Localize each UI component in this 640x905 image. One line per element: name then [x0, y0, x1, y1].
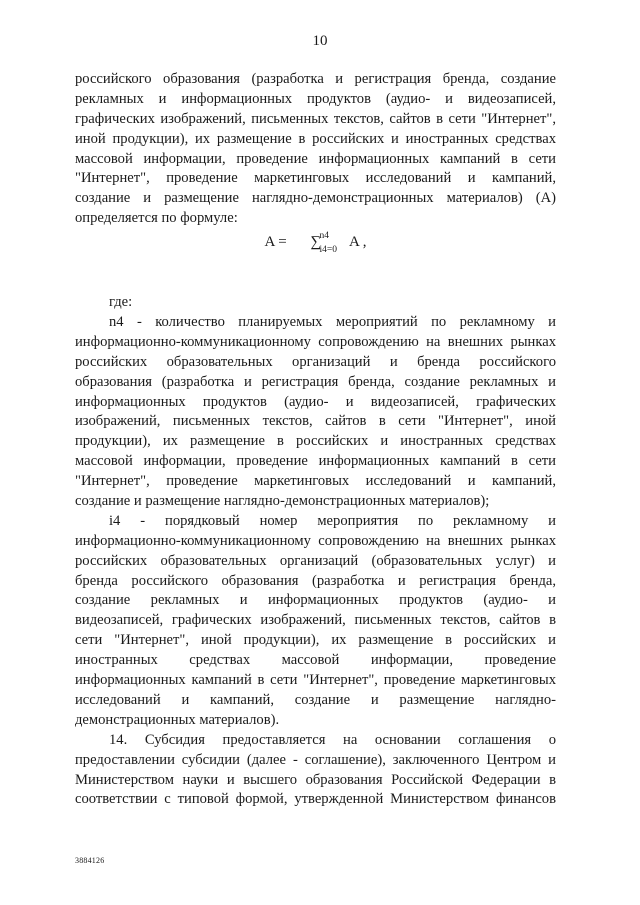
text-line: иной продукции), их размещение в российских и иностранных средствах [75, 130, 556, 147]
text-line: соответствии с типовой формой, утвержденной Министерством финансов [75, 791, 556, 808]
text-line: сети "Интернет", иной продукции), их размещение в российских и [75, 632, 556, 649]
text-line: информационно-коммуникационному сопровождению на внешних рынках [75, 532, 556, 549]
document-code: 3884126 [75, 856, 105, 865]
text-line: Министерством науки и высшего образования Российской Федерации в [75, 771, 556, 788]
text-line: создание рекламных и информационных продуктов (аудио- и [75, 592, 556, 609]
text-line: бренда российского образования (разработка и регистрация бренда, [75, 572, 556, 589]
text-line: создание и размещение наглядно-демонстрационных материалов) (А) [75, 190, 556, 207]
text-line: демонстрационных материалов). [75, 711, 280, 728]
text-line: продукции), их размещение в российских и иностранных средствах [75, 433, 556, 450]
text-line: видеозаписей, графических изображений, письменных текстов, сайтов в [75, 612, 556, 629]
text-line: изображений, письменных текстов, сайтов в сети "Интернет", иной [75, 413, 556, 430]
formula-lhs: A = [264, 234, 287, 251]
text-line: образования (разработка и регистрация бренда, создание рекламных и [75, 373, 556, 390]
formula-expression [264, 231, 367, 256]
text-line: предоставлении субсидии (далее - соглашение), заключенного Центром и [75, 751, 556, 768]
text-line: создание и размещение наглядно-демонстрационных материалов); [75, 493, 490, 510]
text-line: 14. Субсидия предоставляется на основании соглашения о [109, 731, 556, 748]
definition-i4 [75, 512, 556, 731]
formula-upper-limit: n4 [319, 231, 330, 242]
text-line: российских образовательных организаций (образовательных услуг) и [75, 552, 556, 569]
page-number: 10 [312, 33, 328, 49]
text-line: российских образовательных организаций и бренда российского [75, 353, 556, 370]
text-line: массовой информации, проведение информационных кампаний в сети [75, 453, 556, 470]
text-line: иностранных средствах массовой информации, проведение [75, 652, 556, 669]
where-label: где: [109, 294, 133, 311]
text-line: определяется по формуле: [75, 210, 238, 227]
text-line: графических изображений, письменных текстов, сайтов в сети "Интернет", [75, 110, 556, 127]
text-line: "Интернет", проведение маркетинговых исследований и кампаний, [75, 170, 556, 187]
text-line: массовой информации, проведение информационных кампаний в сети [75, 150, 556, 167]
document-body [75, 70, 556, 810]
formula-lower-limit: i4=0 [319, 245, 338, 256]
text-line: n4 - количество планируемых мероприятий по рекламному и [109, 314, 556, 331]
text-line: исследований и кампаний, создание и размещение наглядно- [75, 691, 556, 708]
sum-symbol: ∑ [310, 234, 322, 251]
text-line: информационно-коммуникационному сопровождению на внешних рынках [75, 333, 556, 350]
formula-rhs: A , [348, 234, 367, 251]
text-line: российского образования (разработка и регистрация бренда, создание [75, 71, 556, 87]
text-line: i4 - порядковый номер мероприятия по рекламному и [109, 512, 556, 529]
text-line: информационных продуктов (аудио- и видеозаписей, графических [75, 393, 556, 410]
text-line: рекламных и информационных продуктов (аудио- и видеозаписей, [75, 90, 556, 107]
definition-n4 [75, 313, 556, 512]
text-line: "Интернет", проведение маркетинговых исследований и кампаний, [75, 473, 556, 490]
formula [75, 229, 556, 287]
paragraph-intro [75, 70, 556, 229]
paragraph-14 [75, 731, 556, 811]
text-line: информационных кампаний в сети "Интернет", проведение маркетинговых [75, 672, 556, 689]
